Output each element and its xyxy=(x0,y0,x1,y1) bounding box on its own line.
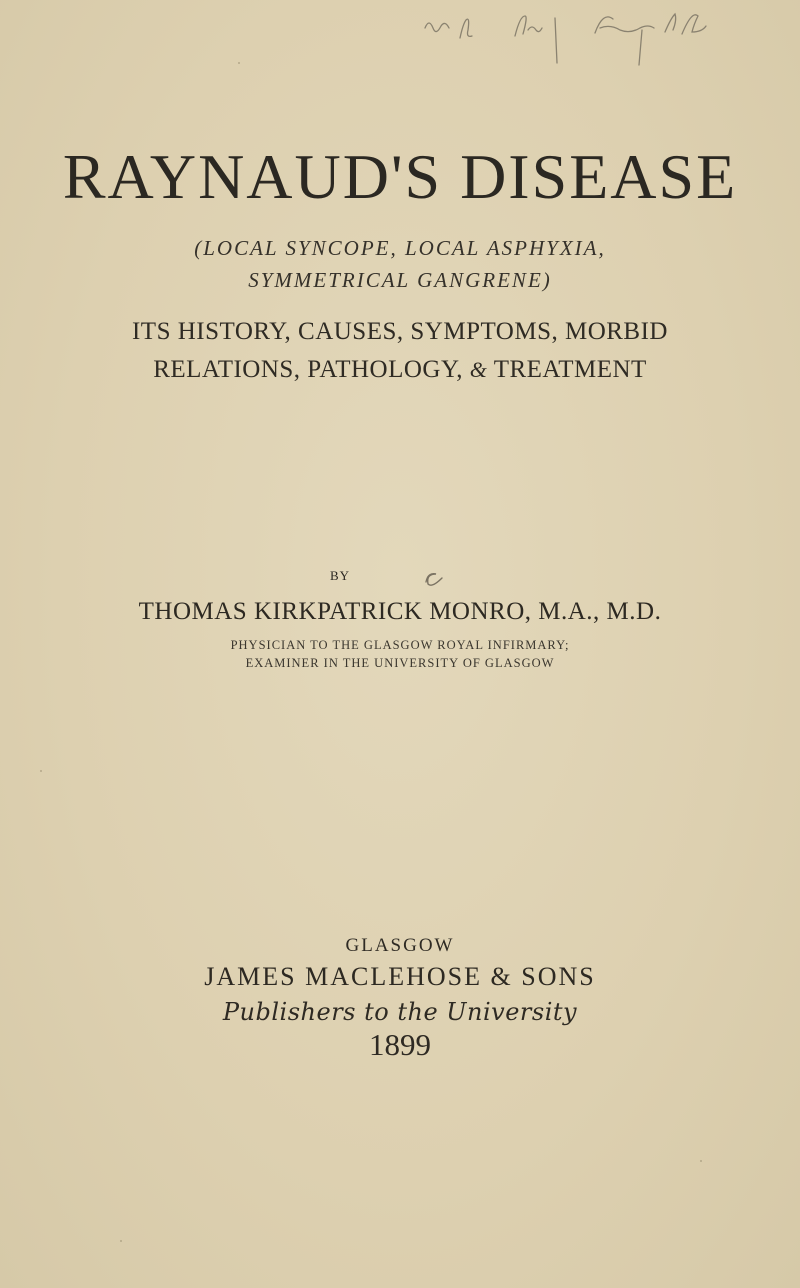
by-label: BY xyxy=(329,568,351,583)
paper-speck xyxy=(120,1240,122,1242)
author-name: THOMAS KIRKPATRICK MONRO, M.A., M.D. xyxy=(138,598,662,625)
publication-year: 1899 xyxy=(369,1027,431,1062)
description-line-2 xyxy=(0,356,800,384)
author-credential-1: PHYSICIAN TO THE GLASGOW ROYAL INFIRMARY; xyxy=(230,638,570,652)
description-line-2-end: TREATMENT xyxy=(487,356,647,383)
paper-speck xyxy=(238,62,240,64)
publisher-note: Publishers to the University xyxy=(222,998,578,1026)
subtitle-line-1: (LOCAL SYNCOPE, LOCAL ASPHYXIA, xyxy=(194,236,606,260)
handwritten-inscription xyxy=(420,8,780,68)
subtitle-line-2: SYMMETRICAL GANGRENE) xyxy=(248,268,552,292)
description-line-1: ITS HISTORY, CAUSES, SYMPTOMS, MORBID xyxy=(131,318,668,345)
publisher-name: JAMES MACLEHOSE & SONS xyxy=(204,962,596,991)
paper-speck xyxy=(700,1160,702,1162)
ampersand: & xyxy=(469,357,488,382)
byline-row xyxy=(0,568,800,584)
pencil-flourish-icon xyxy=(420,568,450,592)
author-credential-2: EXAMINER IN THE UNIVERSITY OF GLASGOW xyxy=(245,656,555,670)
paper-speck xyxy=(40,770,42,772)
book-title: RAYNAUD'S DISEASE xyxy=(62,141,738,212)
imprint-city: GLASGOW xyxy=(345,935,455,956)
description-line-2-start: RELATIONS, PATHOLOGY, xyxy=(153,356,470,383)
